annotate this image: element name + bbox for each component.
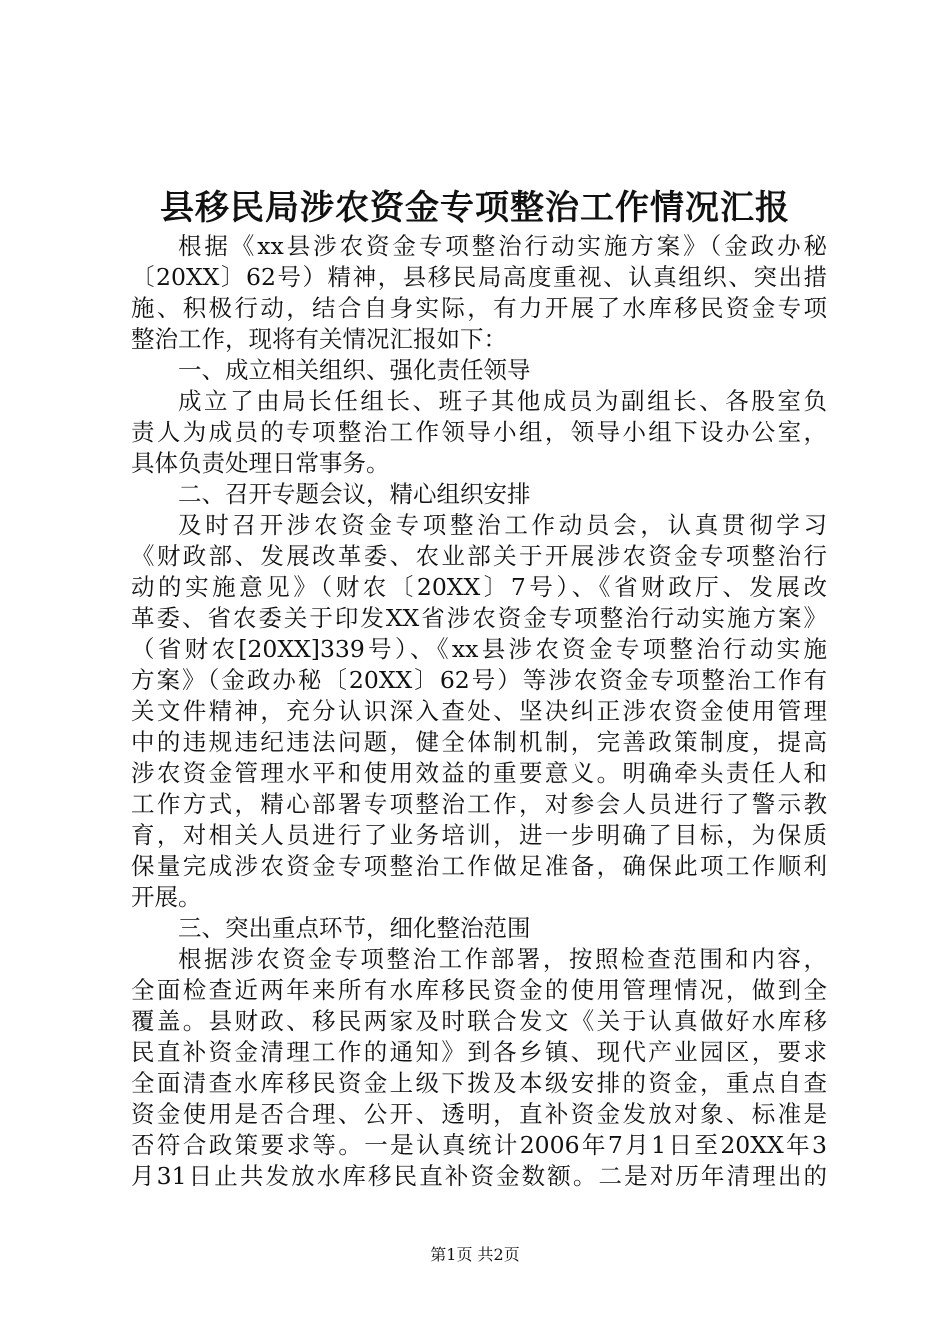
text-line: （省财农[20XX]339号）、《xx县涉农资金专项整治行动实施	[131, 635, 827, 663]
text-line: 否符合政策要求等。一是认真统计2006年7月1日至20XX年3	[131, 1131, 827, 1159]
text-line: 月31日止共发放水库移民直补资金数额。二是对历年清理出的	[131, 1162, 827, 1190]
text-line: 方案》（金政办秘〔20XX〕62号）等涉农资金专项整治工作有	[131, 666, 827, 694]
text-line: 中的违规违纪违法问题，健全体制机制，完善政策制度，提高	[131, 728, 827, 756]
text-line: 根据涉农资金专项整治工作部署，按照检查范围和内容，	[178, 945, 827, 973]
text-line: 二、召开专题会议，精心组织安排	[178, 480, 531, 508]
text-line: 一、成立相关组织、强化责任领导	[178, 356, 531, 384]
document-title: 县移民局涉农资金专项整治工作情况汇报	[160, 188, 790, 228]
text-line: 保量完成涉农资金专项整治工作做足准备，确保此项工作顺利	[131, 852, 827, 880]
text-line: 全面清查水库移民资金上级下拨及本级安排的资金，重点自查	[131, 1069, 827, 1097]
text-line: 施、积极行动，结合自身实际，有力开展了水库移民资金专项	[131, 294, 827, 322]
text-line: 三、突出重点环节，细化整治范围	[178, 914, 531, 942]
text-line: 责人为成员的专项整治工作领导小组，领导小组下设办公室，	[131, 418, 827, 446]
text-line: 革委、省农委关于印发XX省涉农资金专项整治行动实施方案》	[131, 604, 827, 632]
text-line: 育，对相关人员进行了业务培训，进一步明确了目标，为保质	[131, 821, 827, 849]
text-line: 及时召开涉农资金专项整治工作动员会，认真贯彻学习	[178, 511, 827, 539]
text-line: 整治工作，现将有关情况汇报如下：	[131, 325, 507, 353]
text-line: 民直补资金清理工作的通知》到各乡镇、现代产业园区，要求	[131, 1038, 827, 1066]
page-footer: 第1页 共2页	[430, 1245, 520, 1264]
text-line: 〔20XX〕62号）精神，县移民局高度重视、认真组织、突出措	[131, 263, 827, 291]
text-line: 涉农资金管理水平和使用效益的重要意义。明确牵头责任人和	[131, 759, 827, 787]
text-line: 《财政部、发展改革委、农业部关于开展涉农资金专项整治行	[131, 542, 827, 570]
text-line: 开展。	[131, 883, 202, 911]
text-line: 覆盖。县财政、移民两家及时联合发文《关于认真做好水库移	[131, 1007, 827, 1035]
text-line: 动的实施意见》（财农〔20XX〕7号）、《省财政厅、发展改	[131, 573, 827, 601]
document-body	[131, 231, 827, 1192]
text-line: 关文件精神，充分认识深入查处、坚决纠正涉农资金使用管理	[131, 697, 827, 725]
text-line: 具体负责处理日常事务。	[131, 449, 390, 477]
text-line: 资金使用是否合理、公开、透明，直补资金发放对象、标准是	[131, 1100, 827, 1128]
text-line: 工作方式，精心部署专项整治工作，对参会人员进行了警示教	[131, 790, 827, 818]
text-line: 全面检查近两年来所有水库移民资金的使用管理情况，做到全	[131, 976, 827, 1004]
text-line: 根据《xx县涉农资金专项整治行动实施方案》（金政办秘	[178, 232, 827, 260]
text-line: 成立了由局长任组长、班子其他成员为副组长、各股室负	[178, 387, 827, 415]
